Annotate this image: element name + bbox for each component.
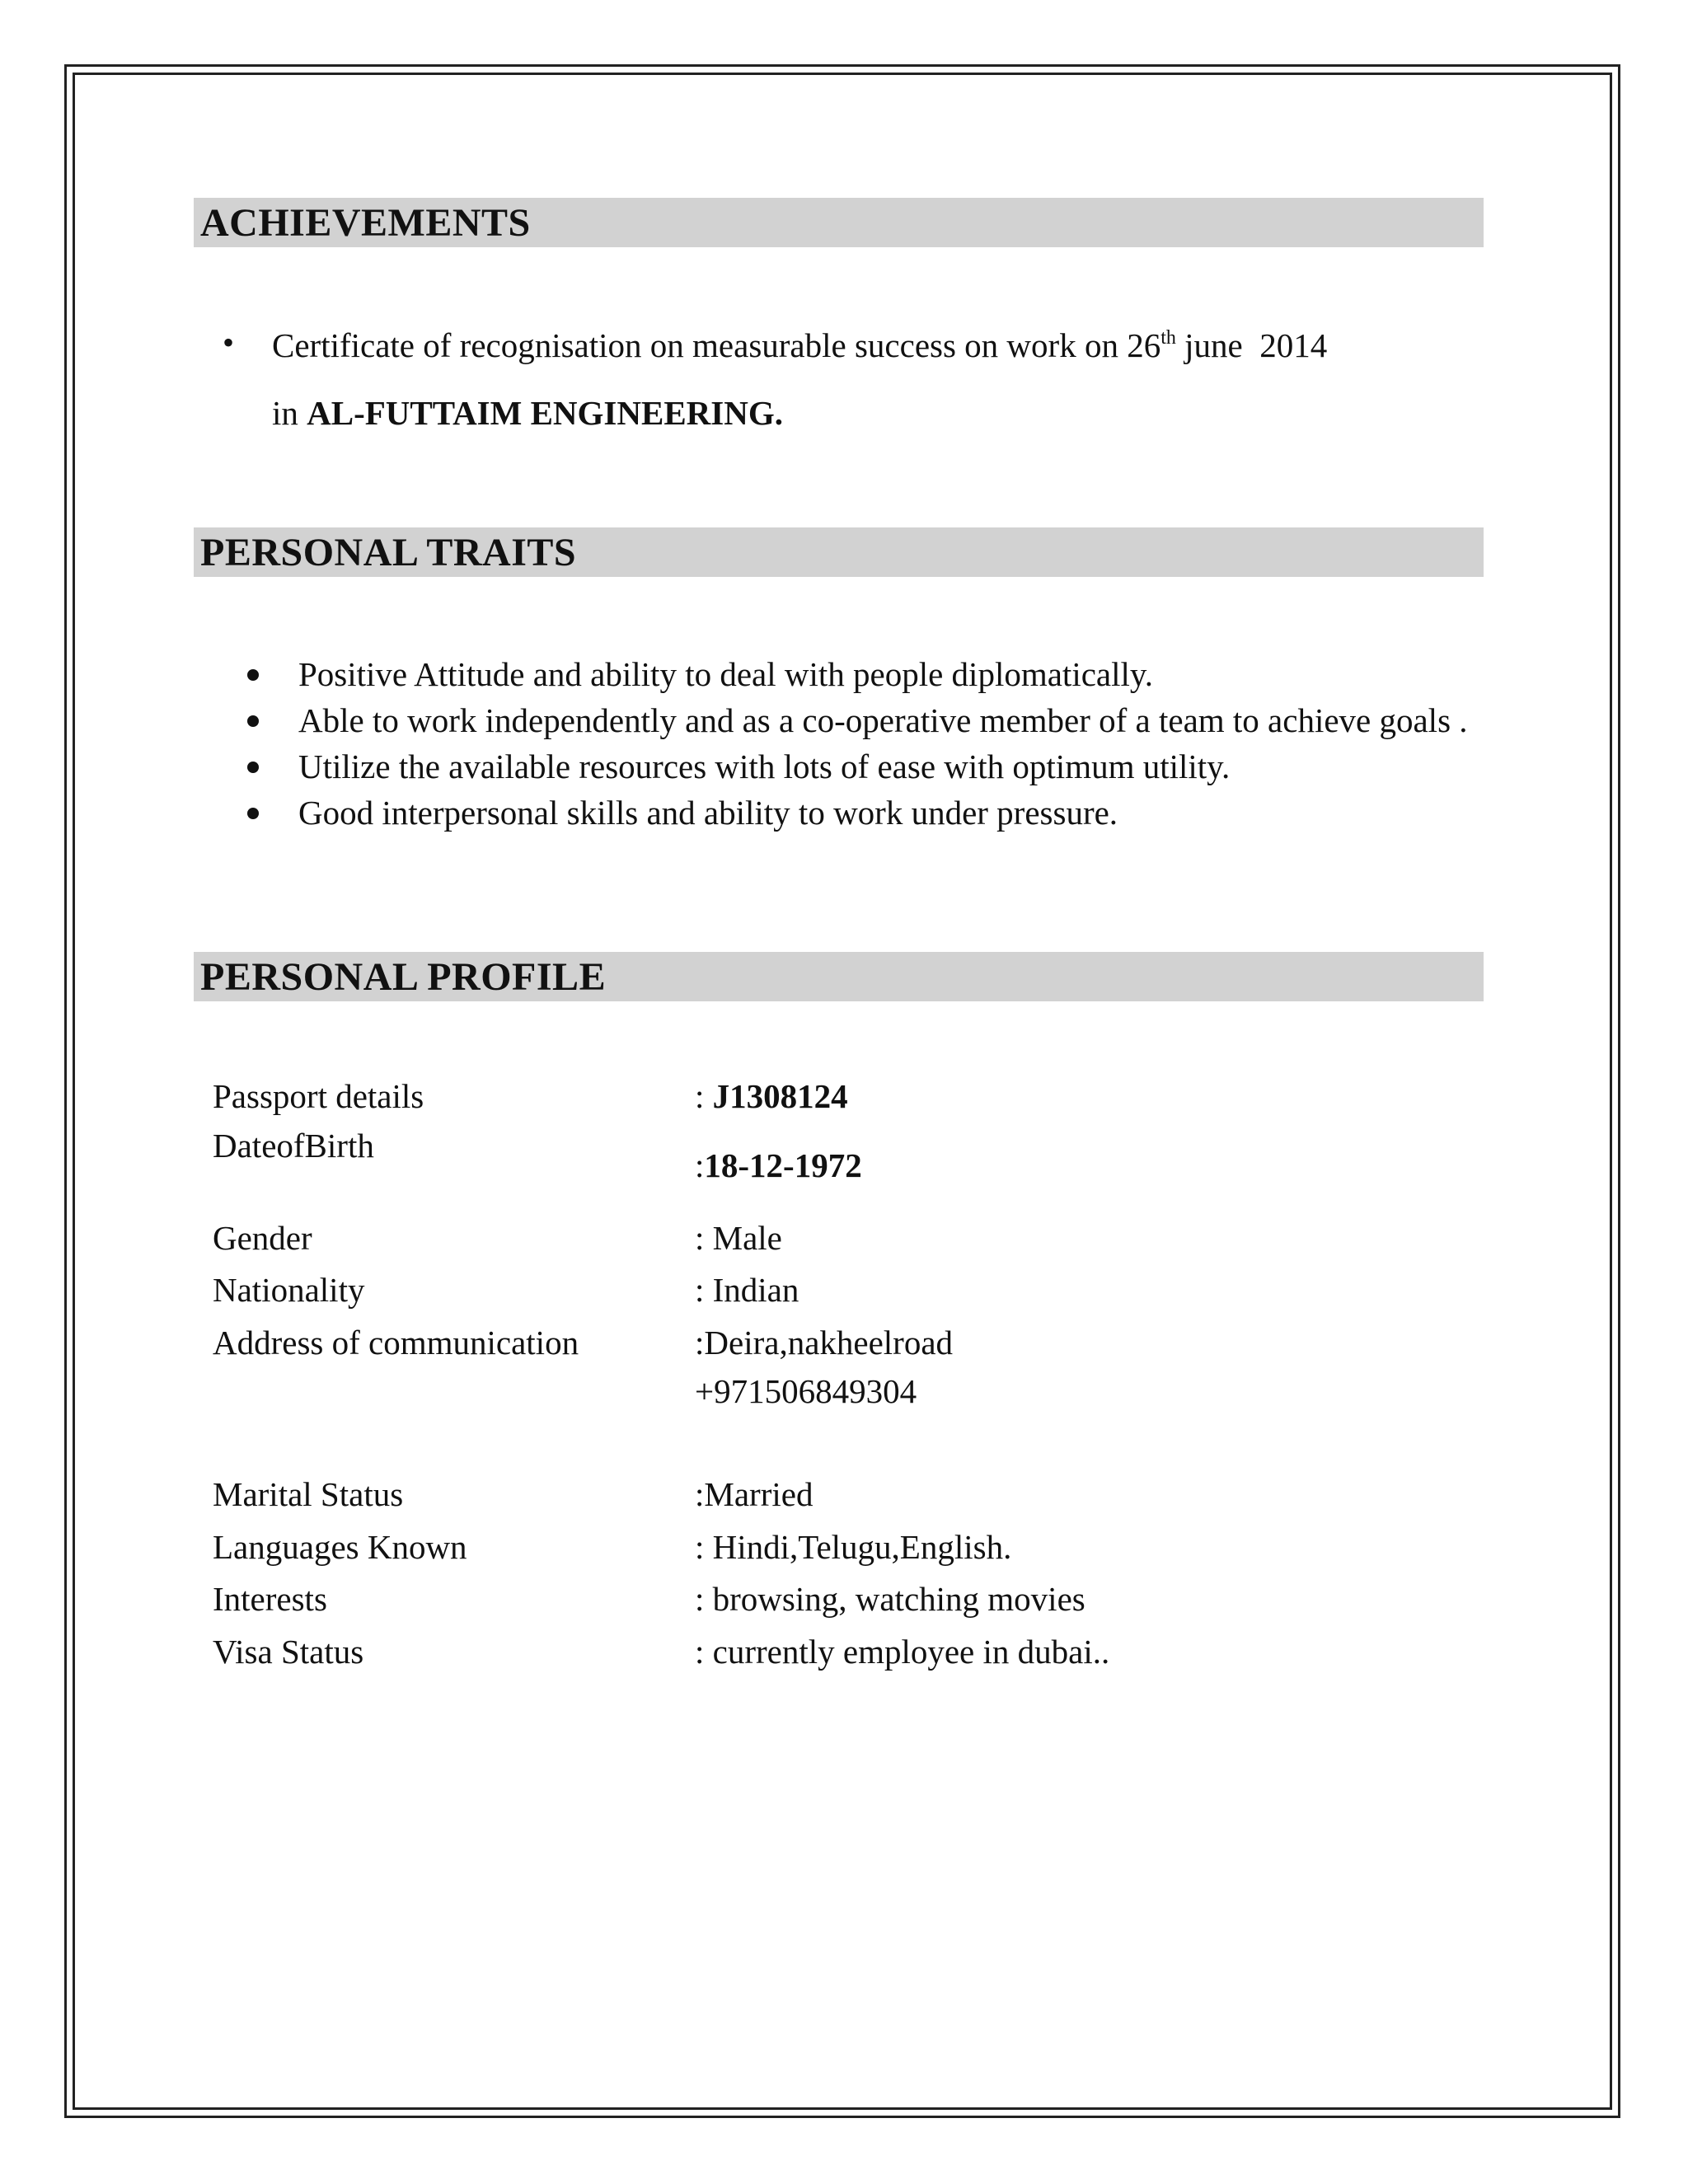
achievement-date-rest: june 2014 bbox=[1175, 326, 1328, 364]
bullet-dot-icon bbox=[247, 715, 259, 727]
achievement-date-suffix: th bbox=[1160, 327, 1176, 349]
trait-text: Positive Attitude and ability to deal with people diplomatically. bbox=[298, 655, 1153, 693]
nationality-label: Nationality bbox=[213, 1271, 365, 1309]
nationality-value: : Indian bbox=[695, 1271, 799, 1309]
interests-value: : browsing, watching movies bbox=[695, 1580, 1085, 1618]
achievement-text: Certificate of recognisation on measurable success on work on 26 bbox=[272, 326, 1161, 364]
trait-text: Good interpersonal skills and ability to work under pressure. bbox=[298, 794, 1118, 832]
languages-value: : Hindi,Telugu,English. bbox=[695, 1528, 1012, 1566]
marital-status-value: :Married bbox=[695, 1475, 814, 1513]
personal-profile-header: PERSONAL PROFILE bbox=[194, 952, 1484, 1001]
dob-prefix: : bbox=[695, 1146, 705, 1184]
gender-value: : Male bbox=[695, 1219, 782, 1257]
passport-value: J1308124 bbox=[712, 1077, 848, 1115]
achievement-item bbox=[272, 312, 1475, 447]
trait-item bbox=[247, 651, 1484, 697]
address-label: Address of communication bbox=[213, 1324, 579, 1361]
achievement-line-2 bbox=[272, 379, 1475, 447]
passport-prefix: : bbox=[695, 1077, 713, 1115]
trait-text: Utilize the available resources with lots of ease with optimum utility. bbox=[298, 748, 1231, 785]
dob-label: DateofBirth bbox=[213, 1127, 374, 1165]
phone-value: +971506849304 bbox=[695, 1372, 917, 1410]
trait-item bbox=[247, 790, 1484, 836]
bullet-dot-icon bbox=[247, 762, 259, 773]
achievements-header: ACHIEVEMENTS bbox=[194, 198, 1484, 247]
bullet-dot-icon bbox=[247, 808, 259, 819]
visa-status-value: : currently employee in dubai.. bbox=[695, 1633, 1110, 1671]
visa-status-label: Visa Status bbox=[213, 1633, 364, 1671]
achievement-bullet: • bbox=[223, 324, 235, 361]
achievement-line2-prefix: in bbox=[272, 394, 307, 432]
passport-label: Passport details bbox=[213, 1077, 424, 1115]
interests-label: Interests bbox=[213, 1580, 327, 1618]
bullet-dot-icon bbox=[247, 669, 259, 681]
languages-label: Languages Known bbox=[213, 1528, 467, 1566]
personal-traits-header: PERSONAL TRAITS bbox=[194, 527, 1484, 577]
dob-value-row bbox=[695, 1142, 862, 1188]
gender-label: Gender bbox=[213, 1219, 312, 1257]
traits-list bbox=[247, 651, 1484, 836]
achievement-line-1 bbox=[272, 312, 1475, 379]
passport-value-row bbox=[695, 1073, 848, 1119]
address-value: :Deira,nakheelroad bbox=[695, 1324, 954, 1361]
dob-value: 18-12-1972 bbox=[704, 1146, 862, 1184]
trait-item bbox=[247, 743, 1484, 790]
trait-item bbox=[247, 697, 1484, 743]
marital-status-label: Marital Status bbox=[213, 1475, 404, 1513]
achievement-company: AL-FUTTAIM ENGINEERING. bbox=[307, 394, 783, 432]
trait-text: Able to work independently and as a co-operative member of a team to achieve goals . bbox=[298, 701, 1468, 739]
